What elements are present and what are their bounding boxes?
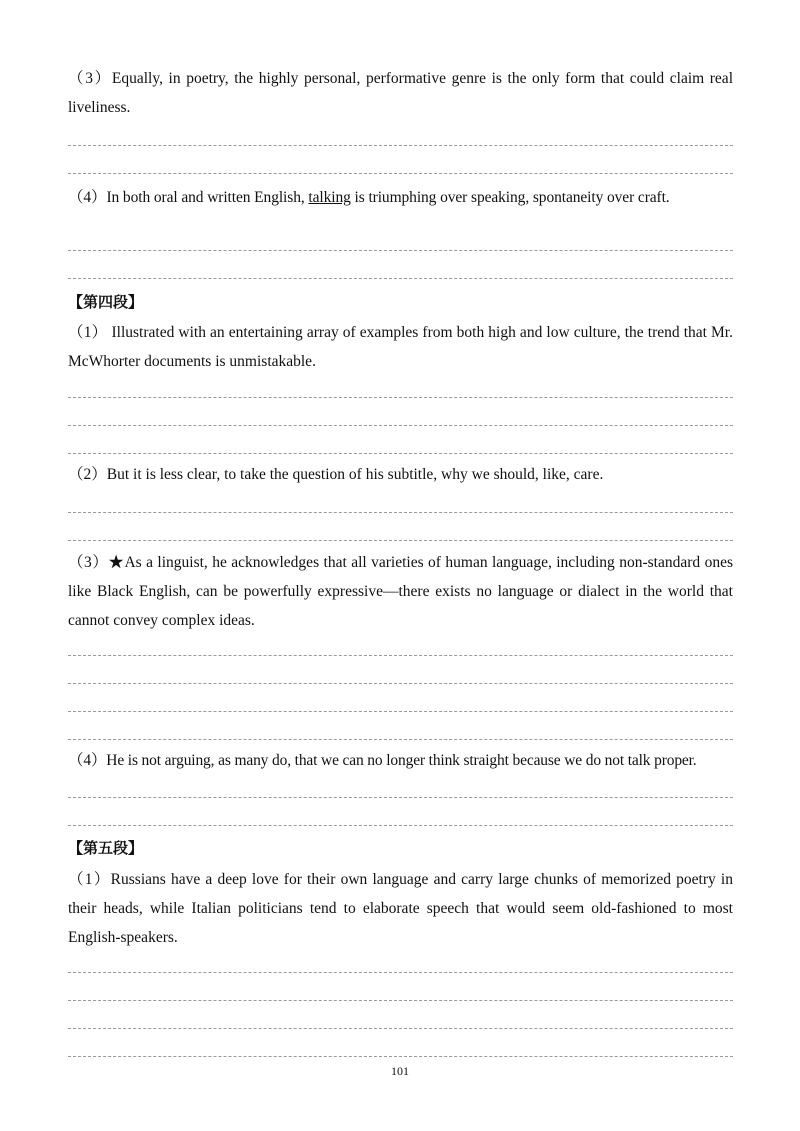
paragraph-4-item-4: （4）He is not arguing, as many do, that we can no longer think straight because we do not talk proper. (68, 752, 697, 769)
paragraph-4-item-1: （1） Illustrated with an entertaining array of examples from both high and low culture, the trend that Mr. McWhorter documents is unmistakable. (68, 324, 733, 370)
answer-line (68, 683, 733, 684)
section-heading-5: 【第五段】 (68, 839, 144, 857)
paragraph-5-item-1: （1）Russians have a deep love for their own language and carry large chunks of memorized poetry in their heads, while Italian politicians tend to elaborate speech that would seem old-fashioned to most English-speakers. (68, 871, 733, 946)
paragraph-3-item-3: （3）Equally, in poetry, the highly personal, performative genre is the only form that could claim real liveliness. (68, 70, 733, 116)
item-4-text-after: is triumphing over speaking, spontaneity over craft. (350, 189, 670, 206)
answer-line (68, 1056, 733, 1057)
underlined-word: talking (308, 189, 351, 206)
answer-line (68, 711, 733, 712)
answer-line (68, 512, 733, 513)
paragraph-4-item-2: （2）But it is less clear, to take the question of his subtitle, why we should, like, care. (68, 466, 604, 483)
answer-line (68, 655, 733, 656)
answer-line (68, 972, 733, 973)
answer-line (68, 397, 733, 398)
answer-line (68, 1000, 733, 1001)
answer-line (68, 173, 733, 174)
answer-line (68, 825, 733, 826)
paragraph-4-item-3: （3）★As a linguist, he acknowledges that all varieties of human language, including non-standard ones like Black English, can be powerfully expressive—there exists no language or dialect in the world that cannot convey complex ideas. (68, 554, 733, 629)
answer-line (68, 1028, 733, 1029)
answer-line (68, 145, 733, 146)
answer-line (68, 453, 733, 454)
page-number: 101 (391, 1064, 409, 1078)
paragraph-3-item-4 (68, 183, 733, 212)
answer-line (68, 425, 733, 426)
section-heading-4: 【第四段】 (68, 293, 144, 311)
item-4-text-before: （4）In both oral and written English, (68, 189, 309, 206)
answer-line (68, 739, 733, 740)
answer-line (68, 278, 733, 279)
answer-line (68, 250, 733, 251)
answer-line (68, 540, 733, 541)
answer-line (68, 797, 733, 798)
